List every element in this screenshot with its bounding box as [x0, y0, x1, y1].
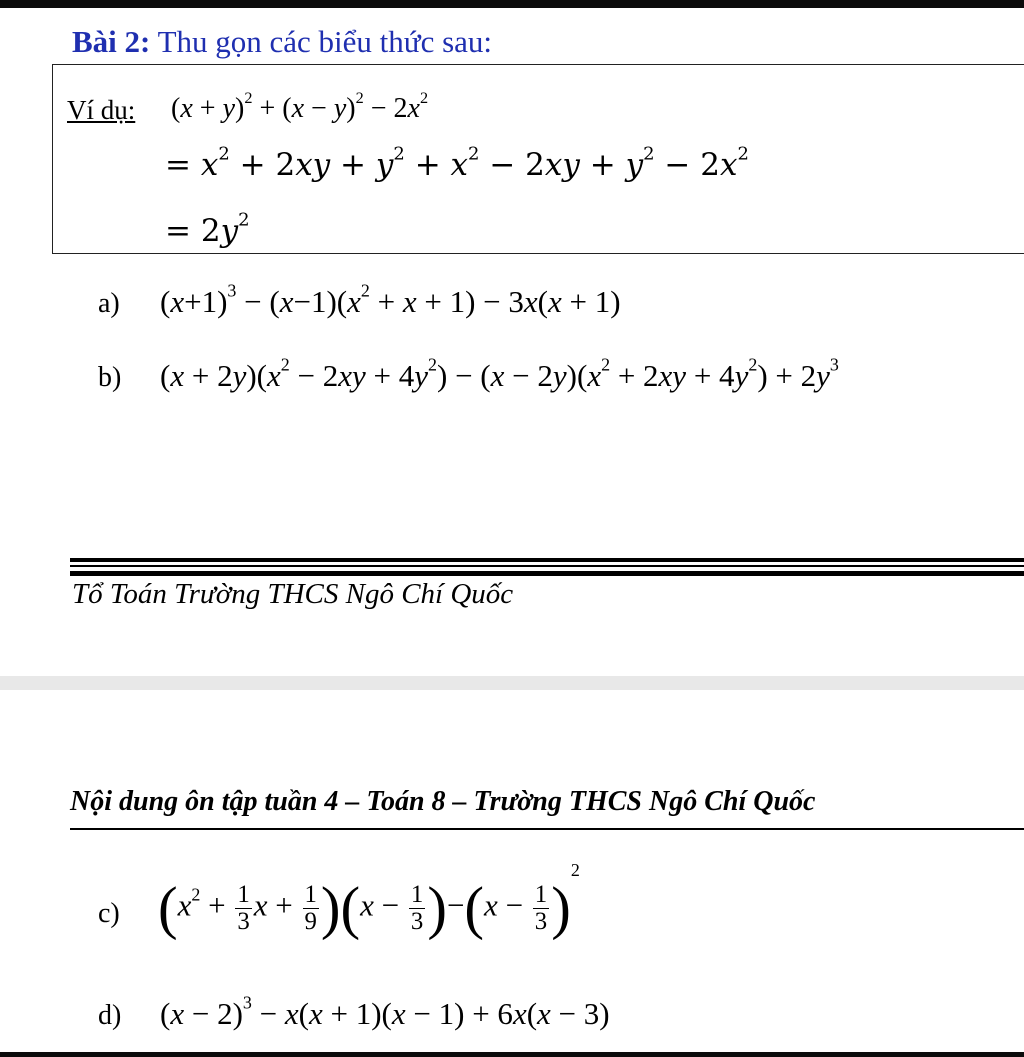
separator-line-thick	[70, 558, 1024, 562]
top-border	[0, 0, 1024, 8]
example-line-3: = $2y^2$	[165, 209, 250, 249]
item-b-expression: $(x + 2y)(x^2 - 2xy + 4y^2) - (x - 2y)(x^2 + 2xy + 4y^2) + 2y^3$	[160, 354, 839, 393]
fraction-one-ninth: $\frac{1}{9}$	[304, 880, 317, 935]
item-a-label: a)	[98, 288, 120, 319]
item-c-label: c)	[98, 898, 120, 929]
exercise-title	[72, 24, 492, 60]
bottom-border	[0, 1052, 1024, 1057]
page-header: Nội dung ôn tập tuần 4 – Toán 8 – Trường THCS Ngô Chí Quốc	[70, 786, 816, 817]
exercise-instruction: Thu gọn các biểu thức sau:	[157, 24, 493, 59]
item-d-label: d)	[98, 1000, 122, 1031]
exercise-number: Bài 2:	[72, 24, 151, 59]
example-label: Ví dụ:	[67, 95, 136, 125]
separator-line-bottom	[70, 571, 1024, 576]
example-line-1: $(x + y)^2 + (x - y)^2 - 2x^2$	[171, 89, 429, 124]
header-underline	[70, 828, 1024, 830]
fraction-one-third: $\frac{1}{3}$	[410, 880, 424, 935]
page-footer: Tổ Toán Trường THCS Ngô Chí Quốc	[72, 578, 514, 610]
item-d-expression: $(x - 2)^3 - x(x + 1)(x - 1) + 6x(x - 3)$	[160, 992, 610, 1031]
fraction-one-third: $\frac{1}{3}$	[534, 880, 548, 935]
item-b-label: b)	[98, 362, 122, 393]
item-a-expression: $(x+1)^3 - (x-1)(x^2 + x + 1) - 3x(x + 1)$	[160, 280, 621, 319]
example-line-2: = $x^2 + 2xy + y^2 + x^2 - 2xy + y^2 - 2x^2$	[165, 143, 749, 183]
example-box	[52, 64, 1024, 254]
item-c-expression: ($x^2$ + $\frac{1}{3}$ x + $\frac{1}{9}$ )(x − $\frac{1}{3}$ )−(x − $\frac{1}{3}$ )$^2$	[158, 860, 580, 941]
separator-line-thin	[70, 565, 1024, 567]
page-gap	[0, 676, 1024, 690]
example-line-1-text	[0, 0, 1, 1]
fraction-one-third: $\frac{1}{3}$	[237, 880, 250, 935]
